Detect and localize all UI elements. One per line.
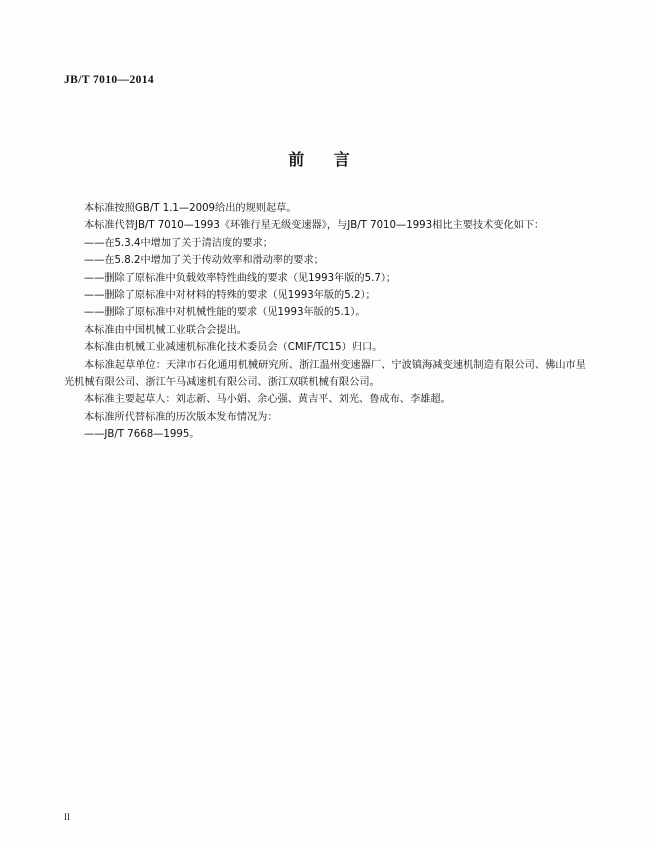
paragraph: 本标准起草单位：天津市石化通用机械研究所、浙江温州变速器厂、宁波镇海减变速机制造有限公司、佛山市星光机械有限公司、浙江午马减速机有限公司、浙江双联机械有限公司。 — [64, 359, 586, 389]
page-number: II — [64, 812, 70, 822]
paragraph: ——删除了原标准中对机械性能的要求（见1993年版的5.1）。 — [84, 307, 366, 319]
paragraph: ——删除了原标准中负载效率特性曲线的要求（见1993年版的5.7）； — [84, 272, 397, 284]
paragraph: 本标准代替JB/T 7010—1993《环锥行星无级变速器》，与JB/T 7010—1993相比主要技术变化如下： — [84, 220, 545, 232]
paragraph: ——在5.3.4中增加了关于清洁度的要求； — [84, 237, 273, 249]
standard-number: JB/T 7010—2014 — [64, 74, 155, 86]
paragraph: 本标准主要起草人：刘志新、马小娟、余心强、黄吉平、刘光、鲁成布、李雄超。 — [84, 394, 451, 406]
paragraph: 本标准由中国机械工业联合会提出。 — [84, 324, 247, 336]
paragraph: ——删除了原标准中对材料的特殊的要求（见1993年版的5.2）； — [84, 290, 376, 302]
paragraph: ——在5.8.2中增加了关于传动效率和滑动率的要求； — [84, 255, 324, 267]
paragraph: 本标准按照GB/T 1.1—2009给出的规则起草。 — [84, 203, 297, 214]
paragraph: ——JB/T 7668—1995。 — [84, 429, 200, 441]
paragraph: 本标准由机械工业减速机标准化技术委员会（CMIF/TC15）归口。 — [84, 342, 383, 354]
paragraph: 本标准所代替标准的历次版本发布情况为： — [84, 411, 278, 423]
page-title: 前 言 — [288, 150, 362, 169]
foreword-body — [64, 200, 586, 444]
